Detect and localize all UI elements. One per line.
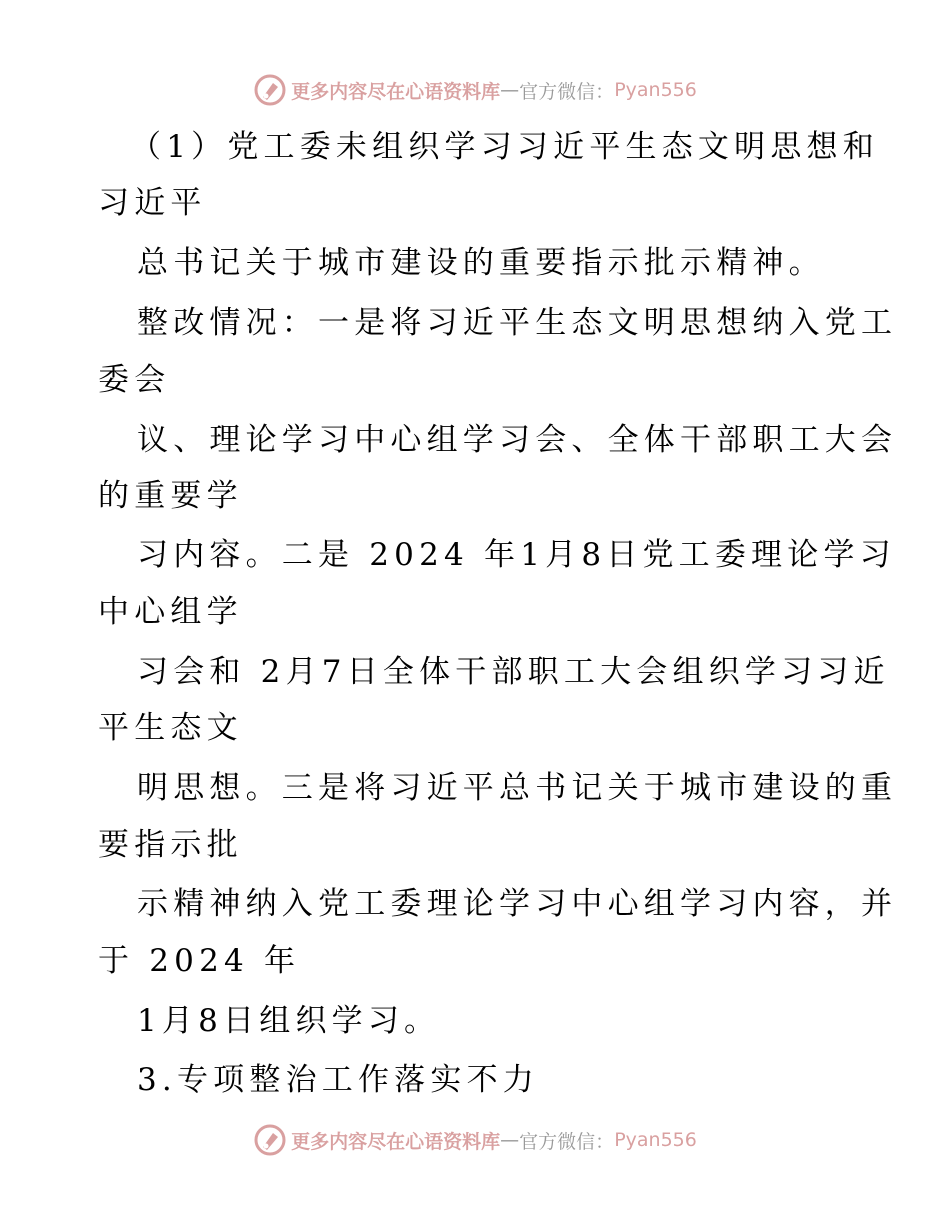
- pen-nib-circle-icon: [253, 1123, 287, 1157]
- text-line: 议、理论学习中心组学习会、全体干部职工大会: [137, 422, 898, 458]
- text-line: 整改情况：一是将习近平生态文明思想纳入党工: [137, 305, 898, 341]
- text-line: 总书记关于城市建设的重要指示批示精神。: [137, 245, 825, 281]
- text-line: 要指示批: [98, 827, 243, 863]
- text-line: 平生态文: [98, 710, 243, 746]
- watermark-separator: —: [500, 1129, 520, 1151]
- watermark-main-text: 更多内容尽在心语资料库: [291, 80, 501, 103]
- text-line: 委会: [98, 362, 171, 398]
- text-line: 1月8日组织学习。: [137, 1003, 441, 1039]
- text-line: 于 2024 年: [98, 943, 301, 979]
- watermark-separator: —: [500, 79, 520, 101]
- text-line: 习内容。二是 2024 年1月8日党工委理论学习: [137, 537, 896, 573]
- text-line: 的重要学: [98, 478, 243, 514]
- text-line: 明思想。三是将习近平总书记关于城市建设的重: [137, 770, 898, 806]
- watermark-sub-text: 官方微信：: [519, 80, 615, 103]
- text-line: 习会和 2月7日全体干部职工大会组织学习习近: [137, 654, 890, 690]
- text-line: 中心组学: [98, 594, 243, 630]
- watermark-id: Pyan556: [614, 1129, 697, 1151]
- watermark-sub-text: 官方微信：: [519, 1130, 615, 1153]
- text-line: （1）党工委未组织学习习近平生态文明思想和: [130, 129, 879, 165]
- text-line: 习近平: [98, 185, 207, 221]
- watermark-main-text: 更多内容尽在心语资料库: [291, 1130, 501, 1153]
- text-line: 3.专项整治工作落实不力: [137, 1062, 539, 1098]
- text-line: 示精神纳入党工委理论学习中心组学习内容，并: [137, 886, 898, 922]
- footer-watermark: [0, 1120, 950, 1160]
- watermark-id: Pyan556: [614, 79, 697, 101]
